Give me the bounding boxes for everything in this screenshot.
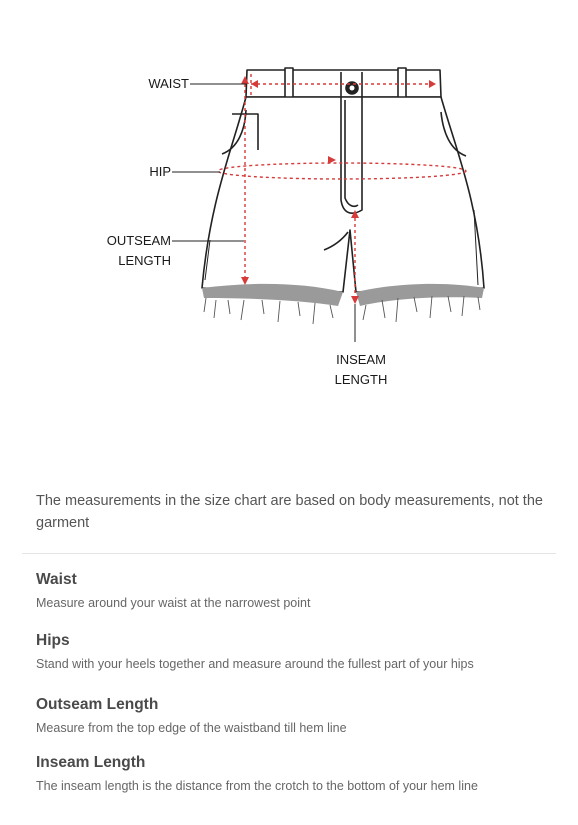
divider <box>22 553 556 554</box>
hips-title: Hips <box>36 632 70 649</box>
measurement-note: The measurements in the size chart are based on body measurements, not the garment <box>36 493 543 531</box>
waist-title: Waist <box>36 571 77 588</box>
inseam-section <box>36 753 556 795</box>
waist-section <box>36 570 556 612</box>
outseam-section <box>36 695 556 737</box>
outseam-label-line2: LENGTH <box>118 253 171 268</box>
hips-section <box>36 631 556 673</box>
waist-description: Measure around your waist at the narrowest point <box>36 596 311 610</box>
hip-label: HIP <box>149 164 171 179</box>
waist-label: WAIST <box>148 76 189 91</box>
inseam-label-line2: LENGTH <box>334 372 388 387</box>
outseam-title: Outseam Length <box>36 696 159 713</box>
shorts-measurement-diagram <box>0 0 578 400</box>
inseam-description: The inseam length is the distance from the crotch to the bottom of your hem line <box>36 779 478 793</box>
inseam-title: Inseam Length <box>36 754 146 771</box>
hips-description: Stand with your heels together and measure around the fullest part of your hips <box>36 657 474 671</box>
inseam-label-line1: INSEAM <box>336 352 386 367</box>
outseam-label-line1: OUTSEAM <box>106 233 171 248</box>
outseam-description: Measure from the top edge of the waistband till hem line <box>36 721 347 735</box>
